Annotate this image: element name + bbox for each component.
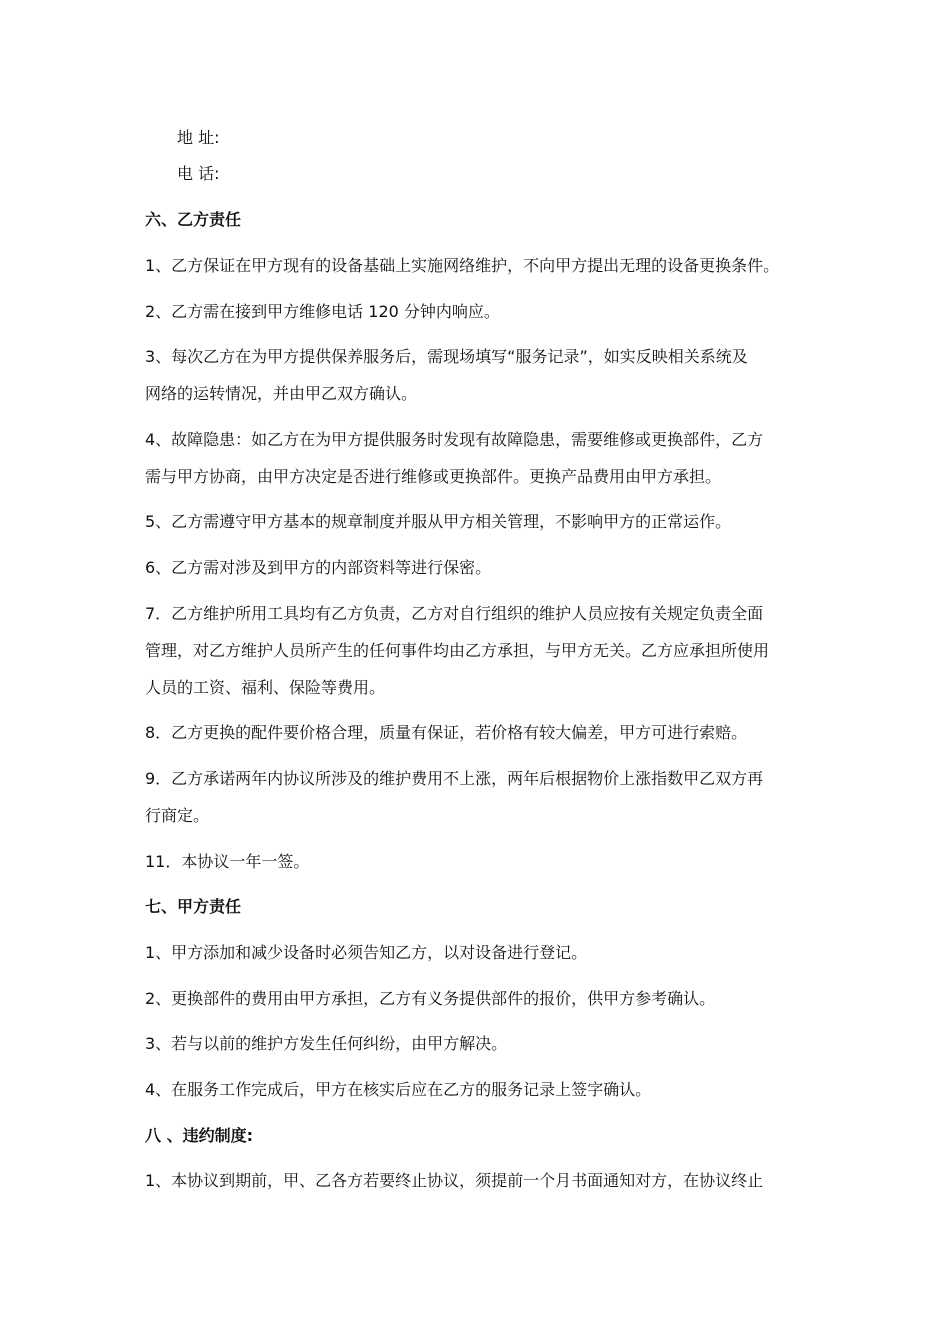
section-6-line-1: 1、乙方保证在甲方现有的设备基础上实施网络维护，不向甲方提出无理的设备更换条件。 — [145, 256, 780, 275]
section-6-line-8: 6、乙方需对涉及到甲方的内部资料等进行保密。 — [145, 558, 492, 577]
section-6-line-13: 9．乙方承诺两年内协议所涉及的维护费用不上涨，两年后根据物价上涨指数甲乙双方再 — [145, 769, 764, 788]
section-6-line-6: 需与甲方协商，由甲方决定是否进行维修或更换部件。更换产品费用由甲方承担。 — [145, 467, 722, 486]
section-6-line-9: 7．乙方维护所用工具均有乙方负责，乙方对自行组织的维护人员应按有关规定负责全面 — [145, 604, 764, 623]
section-6-line-7: 5、乙方需遵守甲方基本的规章制度并服从甲方相关管理，不影响甲方的正常运作。 — [145, 512, 732, 531]
section-6-heading: 六、乙方责任 — [145, 210, 242, 229]
section-7-line-4: 4、在服务工作完成后，甲方在核实后应在乙方的服务记录上签字确认。 — [145, 1080, 652, 1099]
section-7-line-1: 1、甲方添加和减少设备时必须告知乙方，以对设备进行登记。 — [145, 943, 588, 962]
section-6-line-11: 人员的工资、福利、保险等费用。 — [145, 678, 386, 697]
address-label: 地 址: — [177, 128, 220, 147]
section-6-line-3: 3、每次乙方在为甲方提供保养服务后，需现场填写“服务记录”，如实反映相关系统及 — [145, 347, 748, 366]
section-7-heading: 七、甲方责任 — [145, 897, 242, 916]
section-7-line-2: 2、更换部件的费用由甲方承担，乙方有义务提供部件的报价，供甲方参考确认。 — [145, 989, 716, 1008]
phone-label: 电 话: — [177, 164, 220, 183]
section-6-line-5: 4、故障隐患：如乙方在为甲方提供服务时发现有故障隐患，需要维修或更换部件，乙方 — [145, 430, 764, 449]
section-6-line-4: 网络的运转情况，并由甲乙双方确认。 — [145, 384, 418, 403]
section-7-line-3: 3、若与以前的维护方发生任何纠纷，由甲方解决。 — [145, 1034, 508, 1053]
section-6-line-2: 2、乙方需在接到甲方维修电话 120 分钟内响应。 — [145, 302, 500, 321]
section-6-line-15: 11．本协议一年一签。 — [145, 852, 310, 871]
section-6-line-12: 8．乙方更换的配件要价格合理，质量有保证，若价格有较大偏差，甲方可进行索赔。 — [145, 723, 748, 742]
section-6-line-10: 管理，对乙方维护人员所产生的任何事件均由乙方承担，与甲方无关。乙方应承担所使用 — [145, 641, 770, 660]
section-6-line-14: 行商定。 — [145, 806, 210, 825]
section-8-heading: 八 、违约制度: — [145, 1126, 253, 1145]
section-8-line-1: 1、本协议到期前，甲、乙各方若要终止协议，须提前一个月书面通知对方，在协议终止 — [145, 1171, 764, 1190]
